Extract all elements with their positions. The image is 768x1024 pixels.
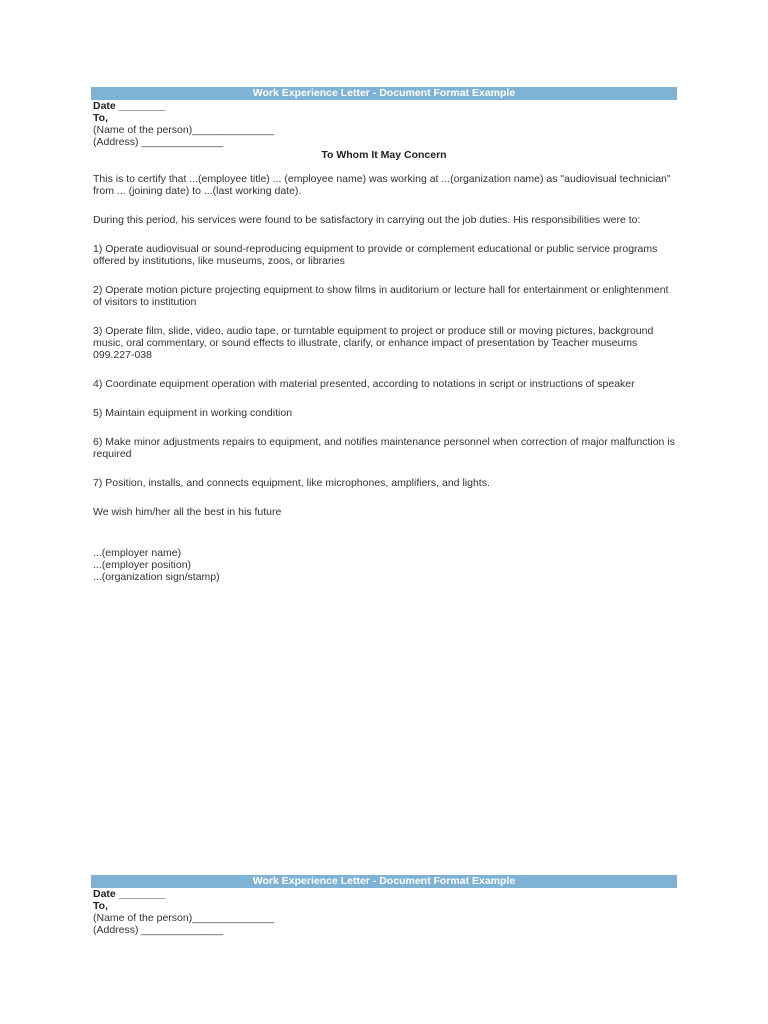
paragraph-certification: This is to certify that ...(employee title) ... (employee name) was working at ...(organization name) as "audiovisual technician" from ... (joining date) to ...(last working date). — [93, 173, 671, 197]
responsibility-item: 7) Position, installs, and connects equipment, like microphones, amplifiers, and lights. — [93, 477, 490, 489]
recipient-address-line: (Address) ______________ — [93, 924, 224, 936]
responsibility-item: 4) Coordinate equipment operation with material presented, according to notations in script or instructions of speaker — [93, 378, 635, 390]
date-line: Date ________ — [93, 100, 166, 112]
letter-header — [91, 888, 677, 936]
salutation: To Whom It May Concern — [321, 149, 447, 161]
document-title-banner: Work Experience Letter - Document Format Example — [91, 875, 677, 888]
responsibility-item: 5) Maintain equipment in working condition — [93, 407, 293, 419]
recipient-name-line: (Name of the person)______________ — [93, 124, 274, 136]
responsibility-item: 2) Operate motion picture projecting equipment to show films in auditorium or lecture hall for entertainment or enlightenment of visitors to institution — [93, 284, 669, 308]
organization-stamp: ...(organization sign/stamp) — [93, 571, 220, 583]
recipient-address-line: (Address) ______________ — [93, 136, 224, 148]
employer-name: ...(employer name) — [93, 547, 182, 559]
responsibility-item: 1) Operate audiovisual or sound-reproducing equipment to provide or complement educational or public service programs offered by institutions, like museums, zoos, or libraries — [93, 243, 658, 267]
paragraph-services: During this period, his services were found to be satisfactory in carrying out the job duties. His responsibilities were to: — [93, 214, 641, 226]
document-page-2 — [91, 875, 677, 936]
responsibility-item: 6) Make minor adjustments repairs to equipment, and notifies maintenance personnel when correction of major malfunction is required — [93, 436, 675, 460]
to-line: To, — [93, 112, 108, 124]
to-line: To, — [93, 900, 108, 912]
employer-position: ...(employer position) — [93, 559, 192, 571]
signature-block — [93, 547, 677, 583]
paragraph-closing-wish: We wish him/her all the best in his future — [93, 506, 282, 518]
document-page-1 — [91, 87, 677, 583]
date-line: Date ________ — [93, 888, 166, 900]
letter-body — [91, 173, 677, 583]
recipient-name-line: (Name of the person)______________ — [93, 912, 274, 924]
document-title-banner: Work Experience Letter - Document Format Example — [91, 87, 677, 100]
letter-header — [91, 100, 677, 148]
responsibility-item: 3) Operate film, slide, video, audio tape, or turntable equipment to project or produce still or moving pictures, background music, oral commentary, or sound effects to illustrate, clarify, or enhance impact of presentation by Teacher museums 099.227-038 — [93, 325, 654, 361]
